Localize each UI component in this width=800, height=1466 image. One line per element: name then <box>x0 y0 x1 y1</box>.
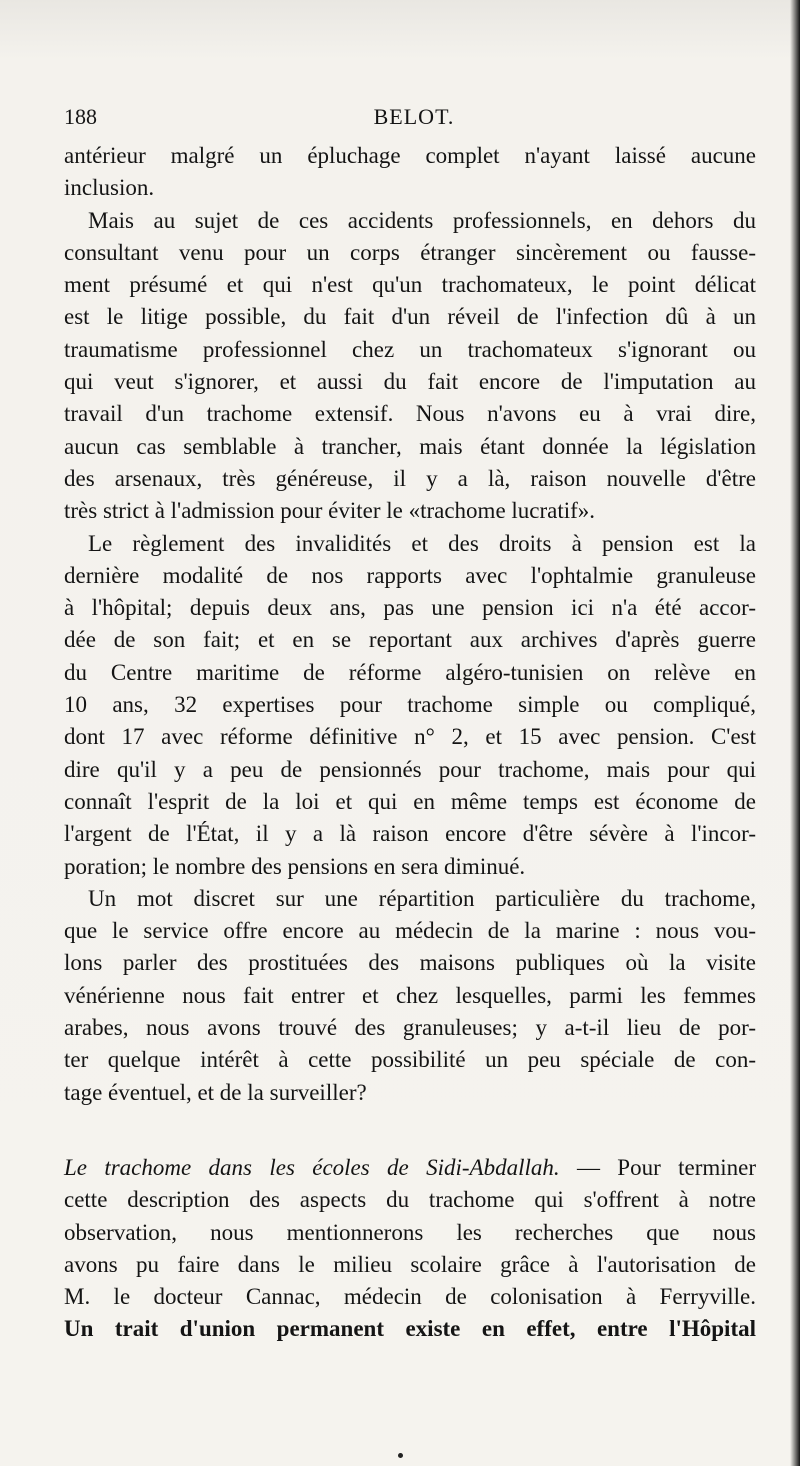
text-line: très strict à l'admission pour éviter le «trachome lucratif». <box>64 498 596 524</box>
text-line: qui veut s'ignorer, et aussi du fait encore de l'imputation au <box>64 369 756 395</box>
text-line: lons parler des prostituées des maisons publiques où la visite <box>64 950 756 976</box>
text-line: M. le docteur Cannac, médecin de colonisation à Ferryville. <box>64 1284 756 1310</box>
text-line: dont 17 avec réforme définitive n° 2, et 15 avec pension. C'est <box>64 724 756 750</box>
text-line: arabes, nous avons trouvé des granuleuses; y a-t-il lieu de por- <box>64 1015 756 1041</box>
section-title: Le trachome dans les écoles de Sidi-Abdallah. <box>64 1154 560 1180</box>
text-line: à l'hôpital; depuis deux ans, pas une pension ici n'a été accor- <box>64 595 756 621</box>
text-line: l'argent de l'État, il y a là raison encore d'être sévère à l'incor- <box>64 821 756 847</box>
text-line: cette description des aspects du trachome qui s'offrent à notre <box>64 1187 756 1213</box>
text-line: tage éventuel, et de la surveiller? <box>64 1079 367 1105</box>
text-line: avons pu faire dans le milieu scolaire grâce à l'autorisation de <box>64 1251 756 1277</box>
text-line: ter quelque intérêt à cette possibilité un peu spéciale de con- <box>64 1047 756 1073</box>
text-line: aucun cas semblable à trancher, mais étant donnée la législation <box>64 433 756 459</box>
section-spacer <box>64 1109 756 1152</box>
text-line: inclusion. <box>64 175 155 201</box>
page-header <box>64 100 764 134</box>
text-line: traumatisme professionnel chez un trachomateux s'ignorant ou <box>64 336 756 362</box>
running-title: BELOT. <box>373 104 455 129</box>
text-line: dernière modalité de nos rapports avec l'ophtalmie granuleuse <box>64 562 756 588</box>
text-line: des arsenaux, très généreuse, il y a là, raison nouvelle d'être <box>64 465 756 491</box>
ink-dot <box>398 1453 403 1458</box>
text-line: Un trait d'union permanent existe en effet, entre l'Hôpital <box>64 1316 756 1342</box>
text-line: vénérienne nous fait entrer et chez lesquelles, parmi les femmes <box>64 982 756 1008</box>
text-line: dire qu'il y a peu de pensionnés pour trachome, mais pour qui <box>64 756 756 782</box>
section-first-line <box>64 1152 756 1184</box>
text-line: que le service offre encore au médecin de la marine : nous vou- <box>64 918 756 944</box>
text-line: Un mot discret sur une répartition particulière du trachome, <box>88 885 756 911</box>
text-line: dée de son fait; et en se reportant aux archives d'après guerre <box>64 627 756 653</box>
text-line: Le règlement des invalidités et des droits à pension est la <box>88 530 756 556</box>
text-line: poration; le nombre des pensions en sera diminué. <box>64 853 526 879</box>
text-line: connaît l'esprit de la loi et qui en même temps est économe de <box>64 788 756 814</box>
text-line: 10 ans, 32 expertises pour trachome simple ou compliqué, <box>64 692 756 718</box>
text-line: antérieur malgré un épluchage complet n'ayant laissé aucune <box>64 143 756 168</box>
text-line: est le litige possible, du fait d'un réveil de l'infection dû à un <box>64 304 756 330</box>
text-line: du Centre maritime de réforme algéro-tunisien on relève en <box>64 659 756 685</box>
section-first-line-rest: — Pour terminer <box>559 1154 757 1180</box>
text-line: observation, nous mentionnerons les recherches que nous <box>64 1219 756 1245</box>
text-line: travail d'un trachome extensif. Nous n'avons eu à vrai dire, <box>64 401 756 427</box>
page-edge-shadow <box>790 0 800 1466</box>
text-line: ment présumé et qui n'est qu'un trachomateux, le point délicat <box>64 272 756 298</box>
text-line: Mais au sujet de ces accidents professionnels, en dehors du <box>88 207 756 233</box>
text-line: consultant venu pour un corps étranger sincèrement ou fausse- <box>64 239 756 265</box>
page-number: 188 <box>64 104 97 129</box>
body-text <box>64 140 756 1346</box>
